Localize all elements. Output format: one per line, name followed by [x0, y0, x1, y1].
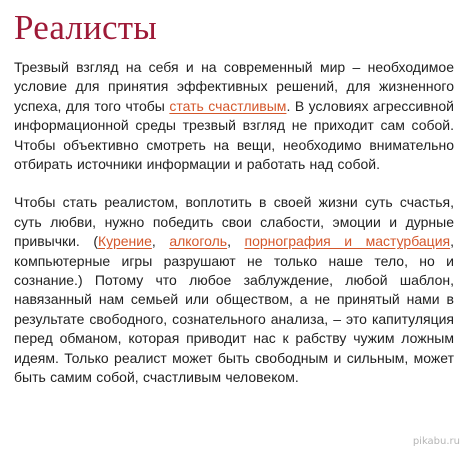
paragraph-1-text-a: Трезвый взгляд на себя и на современный мир – необходимое условие для принятия эффективных решений, для жизненного успеха, для того чтобы: [14, 59, 454, 114]
paragraph-2: [14, 193, 454, 387]
link-alcohol[interactable]: алкоголь: [169, 233, 228, 250]
link-smoking[interactable]: Курение: [97, 233, 152, 250]
paragraph-2-separator-2: ,: [227, 233, 245, 250]
link-become-happy[interactable]: стать счастливым: [169, 97, 287, 114]
article: [14, 4, 454, 388]
watermark: pikabu.ru: [412, 436, 460, 447]
paragraph-2-separator-1: ,: [151, 233, 170, 250]
paragraph-1: [14, 58, 454, 174]
paragraph-2-text-a: Чтобы стать реалистом, воплотить в своей жизни суть счастья, суть любви, нужно победить свои слабости, эмоции и дурные привычки. (: [14, 194, 454, 250]
link-pornography[interactable]: порнография и мастурбация: [244, 233, 451, 250]
paragraph-2-text-b: , компьютерные игры разрушают не только наше тело, но и сознание.) Потому что любое заблуждение, любой шаблон, навязанный нам семьей или обществом, а не принятый нами в результате свободного, сознательного анализа, – это капитуляция перед обманом, которая приводит нас к рабству чужим ложным идеям. Только реалист может быть свободным и сильным, может быть самим собой, счастливым человеком.: [14, 233, 454, 386]
article-title: Реалисты: [14, 8, 157, 47]
paragraph-1-text-b: . В условиях агрессивной информационной среды трезвый взгляд не приходит сам собой. Чтобы объективно смотреть на вещи, необходимо внимательно отбирать источники информации и работать над собой.: [14, 97, 454, 173]
